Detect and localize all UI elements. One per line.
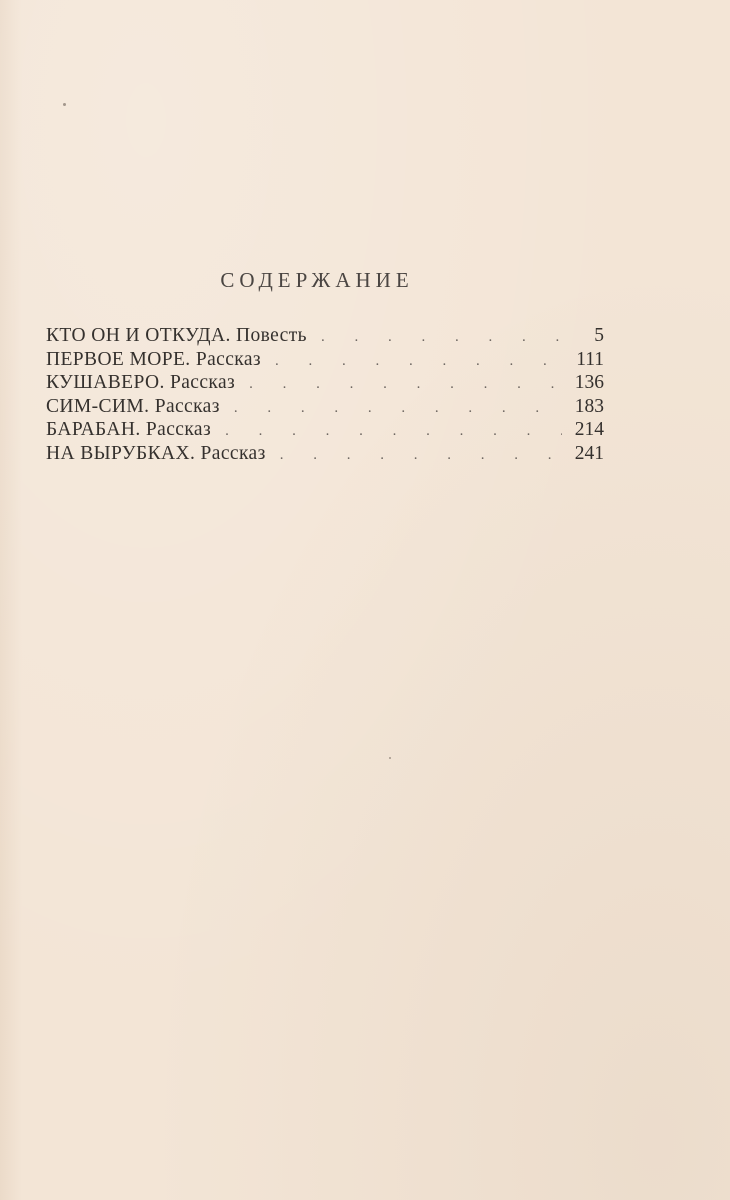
- toc-entry-page: 214: [574, 419, 604, 440]
- toc-entry-title: СИМ-СИМ. Рассказ: [46, 395, 220, 417]
- toc-entry[interactable]: [46, 324, 604, 348]
- toc-entry-title: НА ВЫРУБКАХ. Рассказ: [46, 442, 266, 464]
- dot-leader: [225, 420, 562, 444]
- toc-entry-title: КУШАВЕРО. Рассказ: [46, 372, 236, 393]
- dot-leader: [249, 373, 562, 397]
- toc-entry[interactable]: [46, 418, 604, 442]
- dot-leader: [234, 397, 562, 421]
- paper-speck: [63, 103, 66, 106]
- dot-leader: [280, 444, 562, 468]
- toc-entry[interactable]: [46, 348, 604, 372]
- toc-entry-page: 241: [574, 442, 604, 464]
- toc-entry-page: 5: [594, 325, 604, 346]
- paper-speck: [389, 757, 391, 759]
- toc-entry-title: ПЕРВОЕ МОРЕ. Рассказ: [46, 348, 261, 370]
- toc-entry[interactable]: [46, 395, 604, 419]
- toc-entry-page: 136: [574, 372, 604, 393]
- toc-entry-title: БАРАБАН. Рассказ: [46, 419, 212, 440]
- dot-leader: [321, 326, 562, 350]
- table-of-contents: [46, 324, 604, 465]
- toc-entry-page: 111: [576, 348, 604, 370]
- toc-entry-title: КТО ОН И ОТКУДА. Повесть: [46, 325, 307, 346]
- toc-entry[interactable]: [46, 442, 604, 466]
- toc-entry[interactable]: [46, 371, 604, 395]
- contents-heading: СОДЕРЖАНИЕ: [220, 268, 414, 292]
- dot-leader: [275, 350, 562, 374]
- toc-entry-page: 183: [574, 395, 604, 417]
